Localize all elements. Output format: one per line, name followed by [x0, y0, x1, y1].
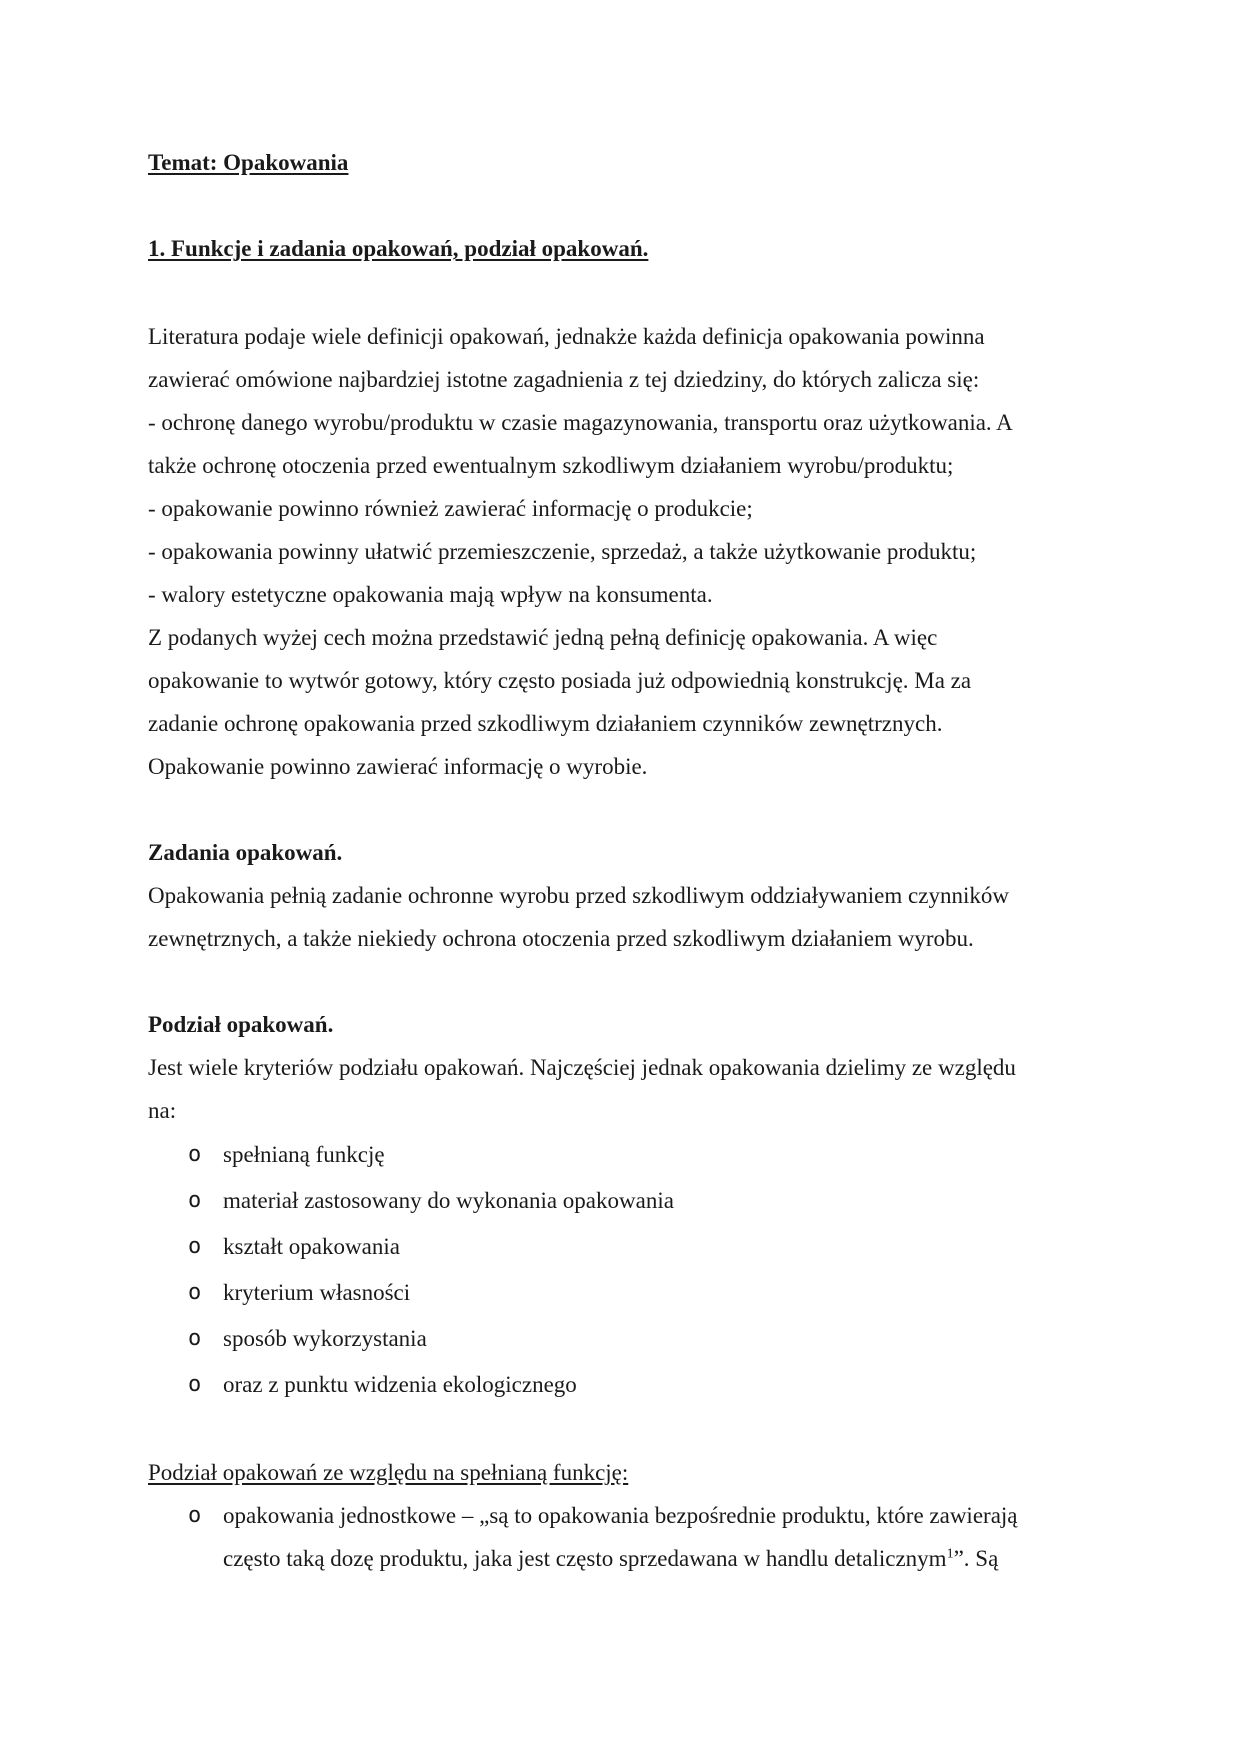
intro-line: opakowanie to wytwór gotowy, który często posiada już odpowiednią konstrukcję. Ma za: [148, 668, 972, 693]
list-item-text: kryterium własności: [223, 1280, 411, 1305]
list-item-text: często taką dozę produktu, jaka jest często sprzedawana w handlu detalicznym: [223, 1546, 947, 1571]
intro-line: Z podanych wyżej cech można przedstawić jedną pełną definicję opakowania. A więc: [148, 625, 938, 650]
list-item-text: materiał zastosowany do wykonania opakowania: [223, 1188, 674, 1213]
funkcja-list: [148, 1494, 1098, 1580]
intro-line: - opakowanie powinno również zawierać informację o produkcie;: [148, 496, 753, 521]
document-page: [148, 145, 1098, 1580]
list-item: [148, 1316, 1098, 1362]
bullet-marker: o: [188, 1280, 202, 1305]
document-title: Temat: Opakowania: [148, 150, 349, 175]
intro-line: - ochronę danego wyrobu/produktu w czasie magazynowania, transportu oraz użytkowania. A: [148, 410, 1013, 435]
list-item-text: opakowania jednostkowe – „są to opakowania bezpośrednie produktu, które zawierają: [223, 1503, 1018, 1528]
bullet-marker: o: [188, 1503, 202, 1528]
funkcja-section: [148, 1451, 1098, 1580]
podzial-line: na:: [148, 1098, 177, 1123]
bullet-marker: o: [188, 1188, 202, 1213]
zadania-heading: Zadania opakowań.: [148, 840, 343, 865]
intro-line: - walory estetyczne opakowania mają wpływ na konsumenta.: [148, 582, 713, 607]
podzial-section: [148, 1003, 1098, 1408]
list-item: [148, 1362, 1098, 1408]
zadania-line: Opakowania pełnią zadanie ochronne wyrobu przed szkodliwym oddziaływaniem czynników: [148, 883, 1009, 908]
bullet-marker: o: [188, 1372, 202, 1397]
podzial-list: [148, 1132, 1098, 1408]
list-item: [148, 1224, 1098, 1270]
intro-line: zawierać omówione najbardziej istotne zagadnienia z tej dziedziny, do których zalicza się:: [148, 367, 980, 392]
intro-line: Opakowanie powinno zawierać informację o wyrobie.: [148, 754, 648, 779]
list-item-text: spełnianą funkcję: [223, 1142, 385, 1167]
list-item: [148, 1132, 1098, 1178]
list-item-text: oraz z punktu widzenia ekologicznego: [223, 1372, 577, 1397]
list-item-text: kształt opakowania: [223, 1234, 400, 1259]
bullet-marker: o: [188, 1142, 202, 1167]
funkcja-heading: Podział opakowań ze względu na spełnianą funkcję:: [148, 1460, 629, 1485]
intro-paragraph: [148, 315, 1098, 788]
section-heading-funkcje: 1. Funkcje i zadania opakowań, podział opakowań.: [148, 236, 649, 261]
intro-line: także ochronę otoczenia przed ewentualnym szkodliwym działaniem wyrobu/produktu;: [148, 453, 954, 478]
podzial-heading: Podział opakowań.: [148, 1012, 334, 1037]
list-item: [148, 1178, 1098, 1224]
bullet-marker: o: [188, 1234, 202, 1259]
zadania-line: zewnętrznych, a także niekiedy ochrona otoczenia przed szkodliwym działaniem wyrobu.: [148, 926, 974, 951]
footnote-ref[interactable]: 1: [946, 1546, 954, 1562]
list-item-text-end: ”. Są: [953, 1546, 999, 1571]
zadania-section: [148, 831, 1098, 960]
list-item: [148, 1270, 1098, 1316]
bullet-marker: o: [188, 1326, 202, 1351]
podzial-line: Jest wiele kryteriów podziału opakowań. Najczęściej jednak opakowania dzielimy ze względu: [148, 1055, 1016, 1080]
intro-line: zadanie ochronę opakowania przed szkodliwym działaniem czynników zewnętrznych.: [148, 711, 943, 736]
list-item-text: sposób wykorzystania: [223, 1326, 427, 1351]
intro-line: Literatura podaje wiele definicji opakowań, jednakże każda definicja opakowania powinna: [148, 324, 985, 349]
intro-line: - opakowania powinny ułatwić przemieszczenie, sprzedaż, a także użytkowanie produktu;: [148, 539, 977, 564]
list-item: [148, 1494, 1098, 1580]
